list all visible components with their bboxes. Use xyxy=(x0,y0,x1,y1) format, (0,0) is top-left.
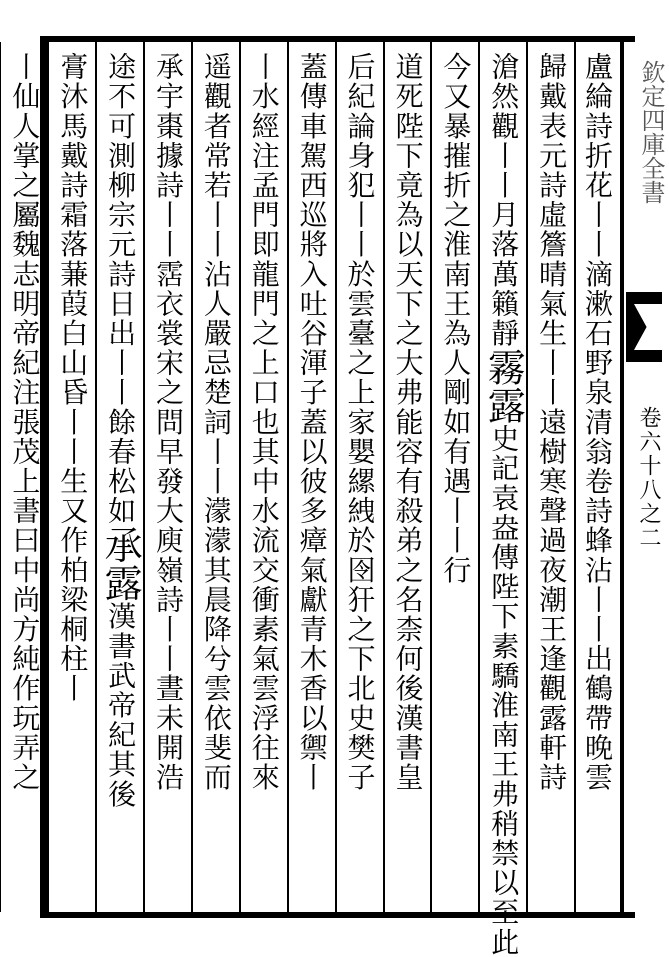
text-column-4: 今又暴摧折之淮南王為人剛如有遇丨丨行 xyxy=(430,42,478,912)
text-column-8: 丨水經注孟門即龍門之上口也其中水流交衝素氣雲浮往來 xyxy=(239,42,287,912)
side-top-text: 欽定四庫全書 xyxy=(637,60,665,204)
text-column-11: 途不可測柳宗元詩日出丨丨餘春松如承露漢書武帝紀其後 xyxy=(95,42,143,912)
entry-heading-chenglu: 承露 xyxy=(98,525,143,602)
fishtail-mark xyxy=(626,292,662,362)
text-column-5: 道死陛下竟為以天下之大弗能容有殺弟之名柰何後漢書皇 xyxy=(383,42,431,912)
text-area xyxy=(8,42,622,957)
text-column-7: 蓋傳車駕西巡將入吐谷渾子蓋以彼多瘴氣獻青木香以禦丨 xyxy=(287,42,335,912)
text-column-2: 歸戴表元詩虛簷晴氣生丨丨遠樹寒聲過夜潮王逢觀露軒詩 xyxy=(526,42,574,912)
text-column-1: 盧綸詩折花丨丨滴漱石野泉清翁卷詩蜂沾丨丨出鶴帶晚雲 xyxy=(574,42,622,912)
text-column-13: 丨仙人掌之屬魏志明帝紀注張茂上書曰中尚方純作玩弄之 xyxy=(0,42,47,912)
text-column-12: 膏沐馬戴詩霜落蒹葭白山昏丨丨生又作柏梁桐柱丨 xyxy=(47,42,95,912)
text-column-9: 遥觀者常若丨丨沾人嚴忌楚詞丨丨濛濛其晨降兮雲依斐而 xyxy=(191,42,239,912)
entry-heading-wulu: 霧露 xyxy=(481,348,526,424)
text-column-10: 承宇棗據詩丨丨霑衣裳宋之問早發大庾嶺詩丨丨晝未開浩 xyxy=(143,42,191,912)
text-column-3: 滄然觀丨丨月落萬籟靜霧露史記袁盎傳陛下素驕淮南王弗稍禁以至此 xyxy=(478,42,526,912)
side-volume-label: 卷六十八之二 xyxy=(636,406,661,550)
side-margin xyxy=(622,36,669,918)
text-column-6: 后紀論身犯丨丨於雲臺之上家嬰縲絏於囹犴之下北史樊子 xyxy=(335,42,383,912)
